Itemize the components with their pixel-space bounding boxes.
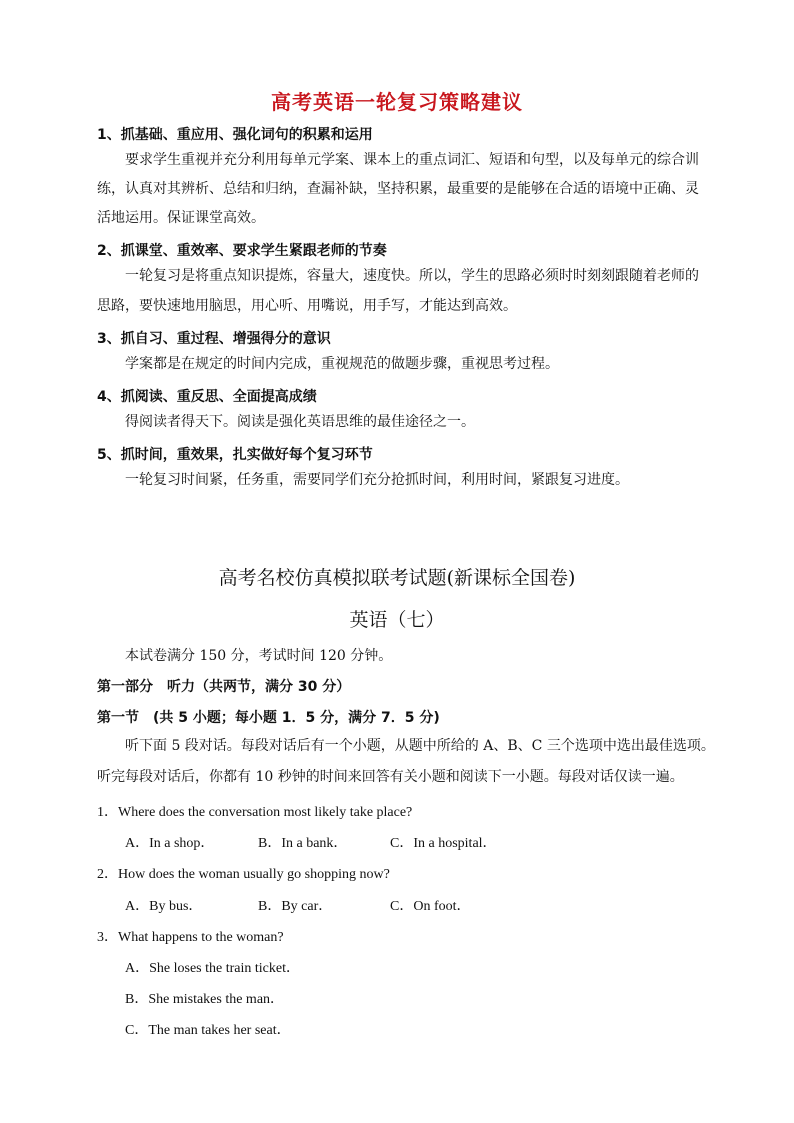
- exam-instructions-line-2: 听完每段对话后，你都有 10 秒钟的时间来回答有关小题和阅读下一小题。每段对话仅读一遍。: [97, 769, 684, 785]
- exam-subtitle: 英语（七）: [349, 609, 445, 631]
- question-1-option-b: B．In a bank．: [258, 836, 348, 851]
- question-2-option-a: A．By bus．: [125, 899, 203, 914]
- strategy-paragraph-2-line-2: 思路，要快速地用脑思，用心听、用嘴说，用手写，才能达到高效。: [97, 298, 517, 314]
- exam-title: 高考名校仿真模拟联考试题(新课标全国卷): [218, 567, 576, 589]
- strategy-heading-3: 3、抓自习、重过程、增强得分的意识: [97, 331, 331, 347]
- exam-instructions-line-1: 听下面 5 段对话。每段对话后有一个小题，从题中所给的 A、B、C 三个选项中选出最佳选项。: [125, 738, 715, 754]
- strategy-paragraph-2-line-1: 一轮复习是将重点知识提炼，容量大，速度快。所以，学生的思路必须时时刻刻跟随着老师的: [125, 268, 699, 284]
- exam-note: 本试卷满分 150 分，考试时间 120 分钟。: [125, 648, 393, 664]
- strategy-paragraph-1-line-2: 练，认真对其辨析、总结和归纳，查漏补缺，坚持积累，最重要的是能够在合适的语境中正确、灵: [97, 181, 699, 197]
- exam-section-1-heading: 第一节 (共 5 小题；每小题 1．5 分，满分 7．5 分): [97, 710, 440, 726]
- strategy-paragraph-1-line-3: 活地运用。保证课堂高效。: [97, 210, 265, 226]
- strategy-paragraph-5-line-1: 一轮复习时间紧，任务重，需要同学们充分抢抓时间，利用时间，紧跟复习进度。: [125, 472, 629, 488]
- question-3-option-c: C．The man takes her seat．: [125, 1023, 291, 1038]
- strategy-paragraph-4-line-1: 得阅读者得天下。阅读是强化英语思维的最佳途径之一。: [125, 414, 475, 430]
- question-2-stem: 2．How does the woman usually go shopping now?: [97, 867, 390, 882]
- question-2-option-c: C．On foot．: [390, 899, 471, 914]
- strategy-title: 高考英语一轮复习策略建议: [271, 90, 523, 114]
- strategy-heading-2: 2、抓课堂、重效率、要求学生紧跟老师的节奏: [97, 243, 387, 259]
- question-3-stem: 3．What happens to the woman?: [97, 930, 284, 945]
- question-3-option-a: A．She loses the train ticket．: [125, 961, 300, 976]
- strategy-paragraph-3-line-1: 学案都是在规定的时间内完成，重视规范的做题步骤，重视思考过程。: [125, 356, 559, 372]
- strategy-heading-1: 1、抓基础、重应用、强化词句的积累和运用: [97, 127, 373, 143]
- exam-part-1-heading: 第一部分 听力（共两节，满分 30 分）: [97, 679, 351, 695]
- question-1-option-a: A．In a shop．: [125, 836, 215, 851]
- question-1-stem: 1．Where does the conversation most likely take place?: [97, 805, 413, 820]
- question-1-option-c: C．In a hospital．: [390, 836, 497, 851]
- strategy-heading-5: 5、抓时间，重效果，扎实做好每个复习环节: [97, 447, 373, 463]
- question-2-option-b: B．By car．: [258, 899, 333, 914]
- strategy-paragraph-1-line-1: 要求学生重视并充分利用每单元学案、课本上的重点词汇、短语和句型，以及每单元的综合训: [125, 152, 699, 168]
- question-3-option-b: B．She mistakes the man．: [125, 992, 285, 1007]
- strategy-heading-4: 4、抓阅读、重反思、全面提高成绩: [97, 389, 317, 405]
